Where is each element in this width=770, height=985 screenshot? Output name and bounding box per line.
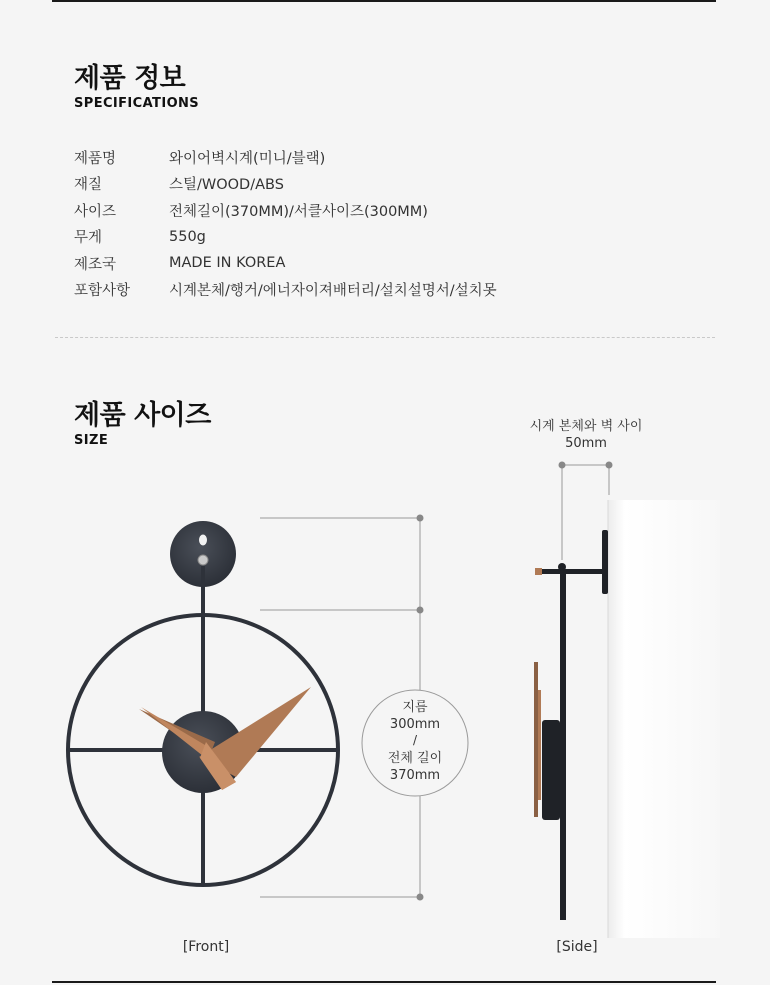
- spec-key: 사이즈: [74, 203, 117, 220]
- dim-dot: [559, 462, 566, 469]
- spec-value: 시계본체/행거/에너자이져배터리/설치설명서/설치못: [169, 283, 497, 300]
- bottom-rule: [52, 981, 716, 983]
- front-view-clock: [68, 521, 338, 885]
- spec-value: MADE IN KOREA: [169, 255, 286, 272]
- spec-value: 와이어벽시계(미니/블랙): [169, 150, 326, 167]
- spec-value: 전체길이(370MM)/서클사이즈(300MM): [169, 203, 428, 220]
- spec-subtitle: SPECIFICATIONS: [74, 96, 200, 111]
- spec-key: 제조국: [74, 256, 117, 273]
- gap-label: 시계 본체와 벽 사이: [529, 419, 643, 434]
- hanger-screw: [198, 555, 208, 565]
- total-length-value: 370mm: [389, 768, 441, 783]
- side-hand-front: [538, 690, 541, 800]
- side-hand-back: [534, 662, 538, 817]
- side-hub: [542, 720, 560, 820]
- spec-title: 제품 정보: [74, 63, 186, 94]
- dim-dot: [417, 515, 424, 522]
- size-subtitle: SIZE: [74, 433, 109, 448]
- hanger-hole: [199, 535, 207, 546]
- spec-key: 포함사항: [74, 283, 131, 300]
- spec-key: 제품명: [74, 150, 117, 167]
- side-caption: [Side]: [556, 939, 598, 955]
- spec-value: 550g: [169, 228, 206, 245]
- dim-dot: [417, 894, 424, 901]
- dim-dot: [417, 607, 424, 614]
- spec-value: 스틸/WOOD/ABS: [169, 177, 284, 194]
- diameter-label: 지름: [402, 700, 428, 715]
- side-frame-rod: [560, 574, 566, 920]
- hanger-knob: [558, 563, 566, 571]
- spec-key: 재질: [74, 177, 103, 194]
- spec-key: 무게: [74, 230, 103, 247]
- front-caption: [Front]: [182, 939, 230, 955]
- gap-value: 50mm: [565, 436, 607, 451]
- size-title: 제품 사이즈: [74, 400, 211, 431]
- dim-dot: [606, 462, 613, 469]
- total-length-label: 전체 길이: [387, 751, 443, 766]
- side-view: [530, 418, 720, 938]
- wall-mount-plate: [602, 530, 608, 594]
- wall: [608, 500, 720, 938]
- hanger-arm: [535, 569, 603, 574]
- dimension-separator: /: [412, 733, 418, 747]
- hanger-tip: [535, 568, 542, 575]
- diameter-value: 300mm: [389, 717, 441, 732]
